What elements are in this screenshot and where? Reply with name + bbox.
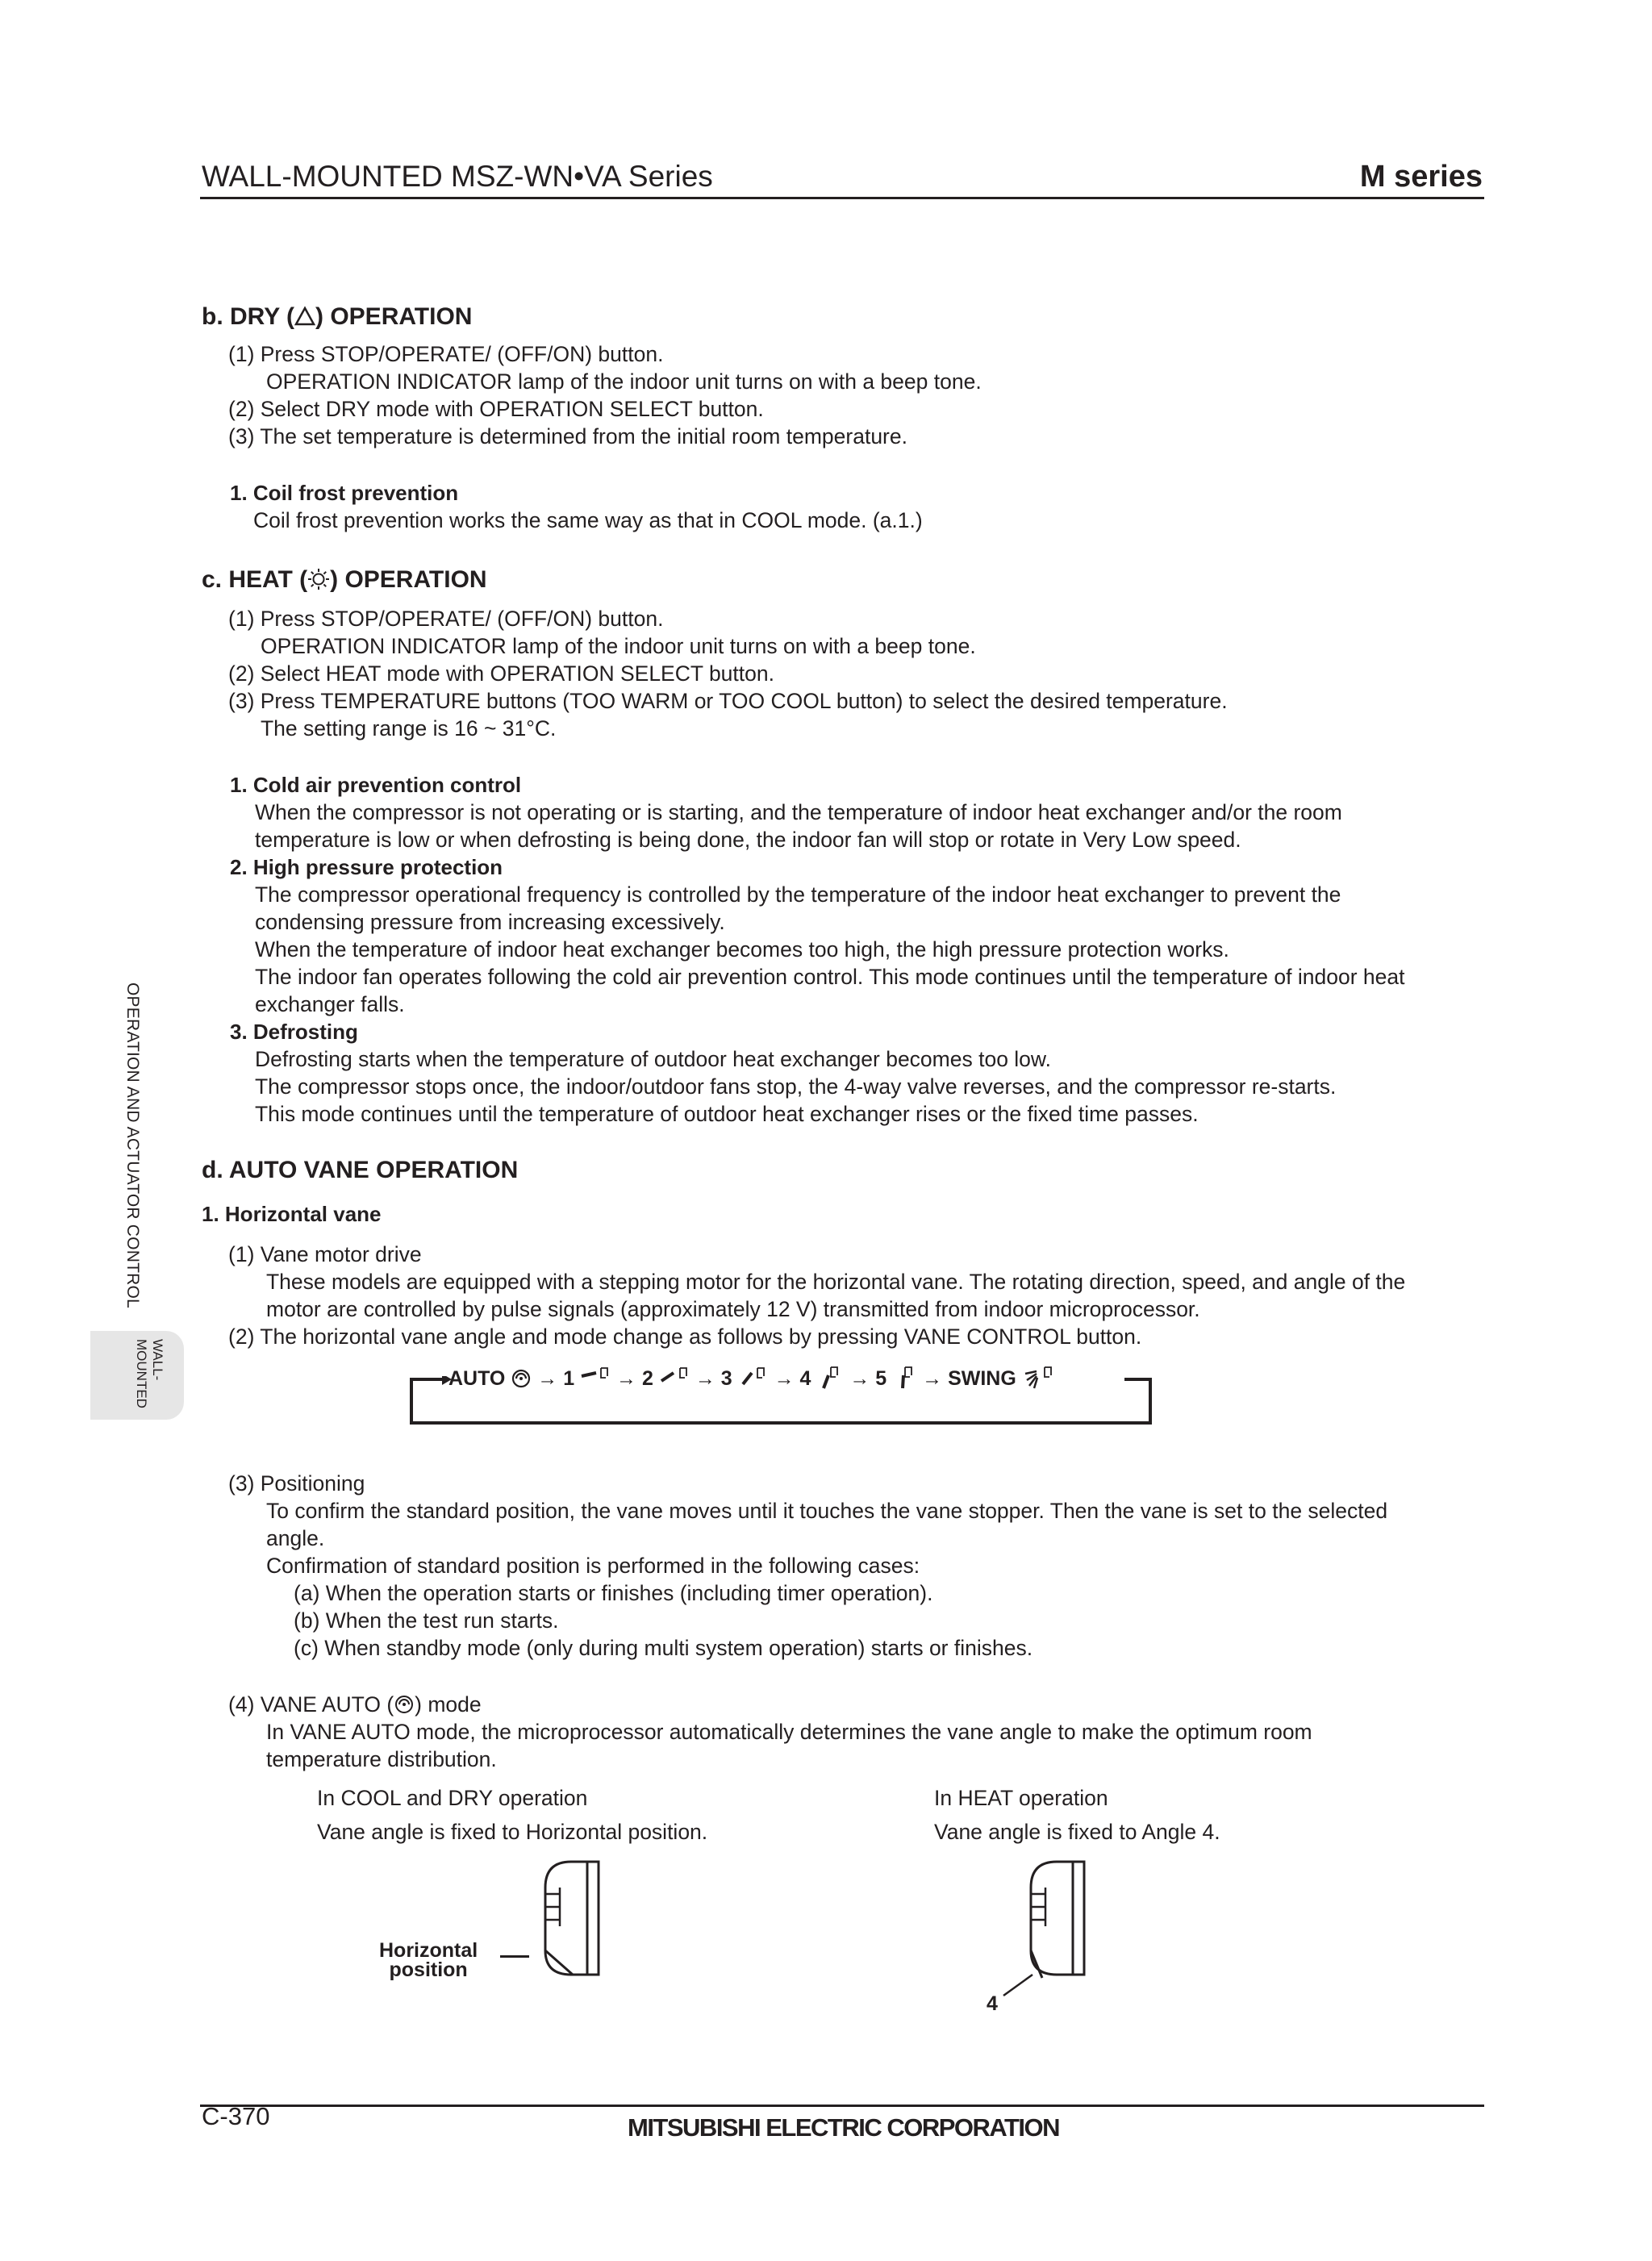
document-header-title: WALL-MOUNTED MSZ-WN•VA Series [202,160,713,193]
vane-drive-line-2: These models are equipped with a stepping motor for the horizontal vane. The rotating direction, speed, and angle of the [266,1270,1406,1294]
vane-angle-3-icon [738,1366,769,1387]
page-number: C-370 [202,2102,270,2130]
unit-angle4-diagram [1018,1860,1099,1981]
seq-angle-1: 1 [563,1367,575,1390]
header-rule [200,197,1484,199]
dry-sub-heading: 1. Coil frost prevention [230,481,459,505]
positioning-line-3: angle. [266,1526,325,1550]
heat-line-2: OPERATION INDICATOR lamp of the indoor unit turns on with a beep tone. [261,634,976,658]
heat-sub2-line-5: exchanger falls. [255,992,405,1016]
vane-drive-line-3: motor are controlled by pulse signals (approximately 12 V) transmitted from indoor microprocessor. [266,1297,1200,1321]
side-tab-label: WALL- MOUNTED [134,1339,165,1408]
heat-sub1-line-1: When the compressor is not operating or is starting, and the temperature of indoor heat exchanger and/or the room [255,800,1342,824]
heat-sub3-line-2: The compressor stops once, the indoor/outdoor fans stop, the 4-way valve reverses, and the compressor re-starts. [255,1074,1337,1099]
cool-dry-title: In COOL and DRY operation [317,1786,588,1810]
heat-sub3-line-3: This mode continues until the temperature of outdoor heat exchanger rises or the fixed time passes. [255,1102,1199,1126]
angle-4-label: 4 [987,1992,998,2015]
horizontal-pointer-line [500,1955,529,1958]
heat-sub2-line-4: The indoor fan operates following the cold air prevention control. This mode continues until the temperature of indoor heat [255,965,1405,989]
heat-line-3: (2) Select HEAT mode with OPERATION SELECT button. [228,661,774,686]
vane-auto-desc-2: temperature distribution. [266,1747,497,1771]
heat-title: In HEAT operation [934,1786,1108,1810]
heat-sub2-heading: 2. High pressure protection [230,855,503,879]
heat-sub3-heading: 3. Defrosting [230,1020,358,1044]
side-section-label: OPERATION AND ACTUATOR CONTROL [123,982,142,1308]
heat-line-4: (3) Press TEMPERATURE buttons (TOO WARM or TOO COOL button) to select the desired temperature. [228,689,1228,713]
dry-heading: b. DRY ( ) OPERATION [202,303,473,330]
vane-auto-small-icon [394,1694,415,1715]
positioning-case-b: (b) When the test run starts. [294,1608,559,1633]
vane-angle-5-icon [892,1366,916,1390]
positioning-line-4: Confirmation of standard position is performed in the following cases: [266,1554,920,1578]
company-name: MITSUBISHI ELECTRIC CORPORATION [628,2113,1060,2142]
vane-angle-2-icon [659,1366,690,1387]
dry-line-1: (1) Press STOP/OPERATE/ (OFF/ON) button. [228,342,664,366]
series-label: M series [1359,160,1483,194]
seq-angle-2: 2 [642,1367,653,1390]
positioning-case-c: (c) When standby mode (only during multi system operation) starts or finishes. [294,1636,1033,1660]
vane-sub-heading: 1. Horizontal vane [202,1202,382,1226]
dry-line-2: OPERATION INDICATOR lamp of the indoor unit turns on with a beep tone. [266,369,982,394]
vane-auto-icon [511,1368,532,1389]
seq-arrow-1: → [537,1367,558,1390]
heat-sub1-line-2: temperature is low or when defrosting is being done, the indoor fan will stop or rotate in Very Low speed. [255,828,1241,852]
angle4-pointer-line [1000,1971,1036,1999]
heat-sub2-line-3: When the temperature of indoor heat exchanger becomes too high, the high pressure protection works. [255,937,1229,962]
positioning-line-2: To confirm the standard position, the vane moves until it touches the vane stopper. Then the vane is set to the selected [266,1499,1388,1523]
vane-auto-line: (4) VANE AUTO ( ) mode [228,1692,482,1717]
vane-drive-line-1: (1) Vane motor drive [228,1242,422,1266]
heat-sub2-line-1: The compressor operational frequency is controlled by the temperature of the indoor heat exchanger to prevent the [255,882,1341,907]
heat-line-5: The setting range is 16 ~ 31°C. [261,716,557,740]
seq-angle-4: 4 [799,1367,811,1390]
dry-triangle-icon [294,306,315,327]
vane-angle-4-icon [816,1366,844,1390]
heat-line-1: (1) Press STOP/OPERATE/ (OFF/ON) button. [228,607,664,631]
horizontal-position-label: Horizontal position [379,1939,478,1981]
heat-text: Vane angle is fixed to Angle 4. [934,1820,1220,1844]
vane-heading: d. AUTO VANE OPERATION [202,1157,519,1183]
seq-arrow-4: → [774,1367,795,1390]
dry-line-4: (3) The set temperature is determined from the initial room temperature. [228,424,907,448]
seq-arrow-5: → [849,1367,870,1390]
unit-horizontal-diagram [532,1860,613,1981]
vane-sequence [448,1366,1056,1391]
dry-sub-text: Coil frost prevention works the same way as that in COOL mode. (a.1.) [253,508,923,532]
vane-auto-desc-1: In VANE AUTO mode, the microprocessor automatically determines the vane angle to make the optimum room [266,1720,1312,1744]
vane-angle-1-icon [580,1366,611,1387]
positioning-line-1: (3) Positioning [228,1471,365,1496]
seq-arrow-3: → [695,1367,715,1390]
seq-auto: AUTO [448,1367,506,1390]
dry-line-3: (2) Select DRY mode with OPERATION SELECT button. [228,397,764,421]
heat-sun-icon [307,568,330,590]
vane-swing-icon [1022,1366,1056,1390]
seq-arrow-6: → [922,1367,943,1390]
heat-sub2-line-2: condensing pressure from increasing excessively. [255,910,725,934]
heat-sub1-heading: 1. Cold air prevention control [230,773,522,797]
cool-dry-text: Vane angle is fixed to Horizontal position. [317,1820,708,1844]
seq-angle-3: 3 [720,1367,732,1390]
seq-swing: SWING [948,1367,1016,1390]
heat-heading: c. HEAT ( ) OPERATION [202,566,487,593]
footer-rule [200,2105,1484,2107]
seq-angle-5: 5 [875,1367,887,1390]
heat-sub3-line-1: Defrosting starts when the temperature of outdoor heat exchanger becomes too low. [255,1047,1051,1071]
seq-arrow-2: → [616,1367,637,1390]
positioning-case-a: (a) When the operation starts or finishes (including timer operation). [294,1581,933,1605]
vane-drive-line-4: (2) The horizontal vane angle and mode change as follows by pressing VANE CONTROL button. [228,1324,1142,1349]
